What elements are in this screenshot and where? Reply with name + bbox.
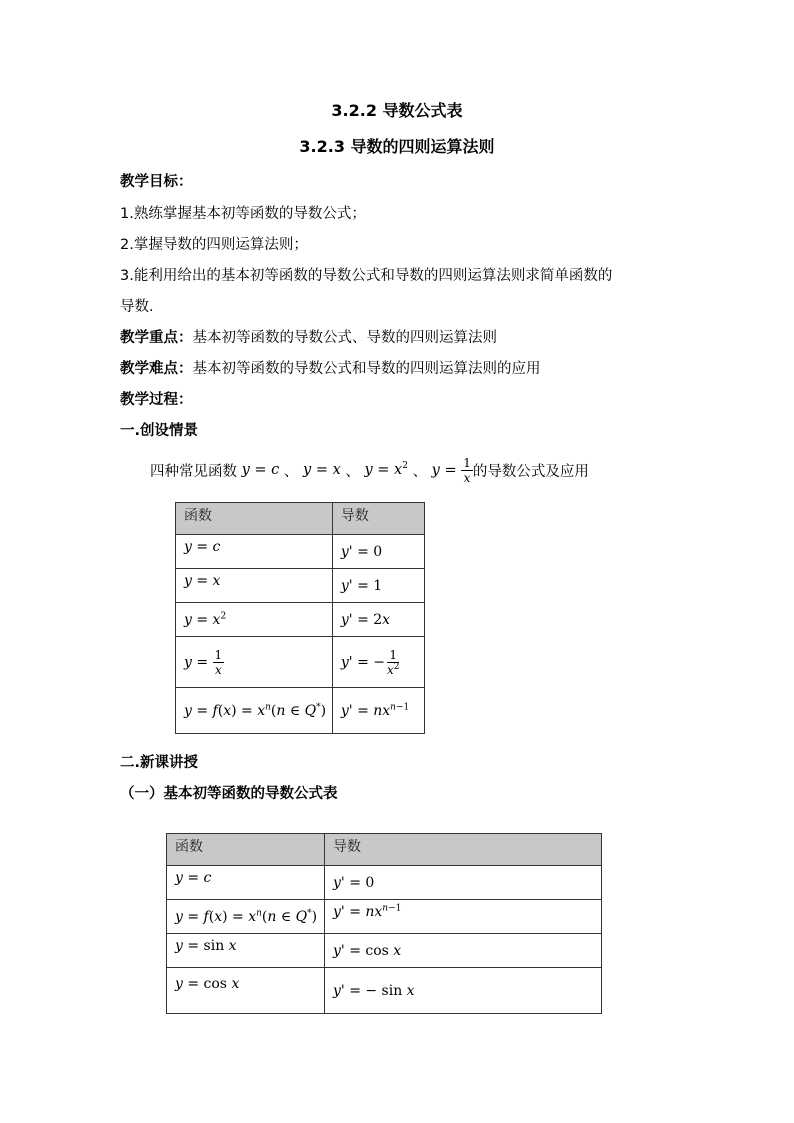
intro-sep-3: 、	[412, 463, 428, 480]
objective-1: 1.熟练掌握基本初等函数的导数公式；	[120, 206, 366, 222]
func-cell: y = x	[176, 569, 333, 603]
table-row	[176, 603, 425, 637]
objectives-heading: 教学目标：	[120, 174, 193, 190]
func-cell: $y = x^2$	[176, 603, 333, 637]
deriv-cell: y' = cos x	[324, 934, 601, 968]
difficulties	[120, 357, 541, 378]
difficulties-text: 基本初等函数的导数公式和导数的四则运算法则的应用	[192, 361, 541, 377]
key-points	[120, 326, 497, 347]
table-header-derivative: 导数	[324, 834, 601, 866]
objective-3-line2: 导数.	[120, 299, 154, 315]
table-row	[176, 569, 425, 603]
page-subtitle: 3.2.3 导数的四则运算法则	[299, 137, 495, 156]
table-row	[167, 968, 602, 1014]
process-heading: 教学过程：	[120, 392, 193, 408]
section1-intro	[150, 450, 589, 490]
section2-subheading: （一）基本初等函数的导数公式表	[120, 786, 338, 802]
table-row	[176, 637, 425, 688]
func-cell: $y = f(x) = x^n(n$ ∈ Q*)	[176, 688, 333, 734]
deriv-cell: $y' = nx^{n-1}$	[324, 900, 601, 934]
intro-func-x2: $y = x^2$	[359, 461, 408, 478]
objective-2: 2.掌握导数的四则运算法则；	[120, 237, 308, 253]
table-row	[176, 688, 425, 734]
section1-heading: 一.创设情景	[120, 423, 199, 439]
page-title: 3.2.2 导数公式表	[331, 101, 463, 120]
table-header-derivative: 导数	[332, 503, 424, 535]
intro-func-x: y = x	[298, 462, 346, 478]
func-cell: $y = f(x) = x^n(n$ ∈ Q*)	[167, 900, 325, 934]
func-cell: y = $\frac{1}{x}$	[176, 637, 333, 688]
intro-func-c: y = c	[237, 462, 284, 478]
intro-sep-2: 、	[345, 463, 360, 480]
objective-3-line1: 3.能利用给出的基本初等函数的导数公式和导数的四则运算法则求简单函数的	[120, 268, 613, 284]
deriv-cell: $y' = nx^{n-1}$	[332, 688, 424, 734]
difficulties-label: 教学难点：	[120, 361, 193, 377]
table-row	[167, 900, 602, 934]
intro-prefix: 四种常见函数	[150, 463, 237, 480]
func-cell: y = sin x	[167, 934, 325, 968]
deriv-cell: y' = 0	[332, 535, 424, 569]
func-cell: y = c	[167, 866, 325, 900]
table-header-function: 函数	[167, 834, 325, 866]
deriv-cell: y' = − sin x	[324, 968, 601, 1014]
table-row	[167, 934, 602, 968]
deriv-cell: y' = 1	[332, 569, 424, 603]
key-points-text: 基本初等函数的导数公式、导数的四则运算法则	[192, 330, 497, 346]
derivative-table-elementary	[166, 833, 602, 1014]
deriv-cell: y' = 0	[324, 866, 601, 900]
table-header-function: 函数	[176, 503, 333, 535]
section2-heading: 二.新课讲授	[120, 755, 199, 771]
table-row	[176, 535, 425, 569]
intro-suffix: 的导数公式及应用	[472, 463, 589, 480]
func-cell: y = c	[176, 535, 333, 569]
derivative-table-basic	[175, 502, 425, 734]
deriv-cell: y' = − $\frac{1}{x^2}$	[332, 637, 424, 688]
table-row	[167, 866, 602, 900]
key-points-label: 教学重点：	[120, 330, 193, 346]
func-cell: y = cos x	[167, 968, 325, 1014]
intro-func-recip: y = $\frac{1}{x}$	[427, 455, 471, 485]
deriv-cell: y' = 2x	[332, 603, 424, 637]
intro-sep-1: 、	[283, 463, 299, 480]
